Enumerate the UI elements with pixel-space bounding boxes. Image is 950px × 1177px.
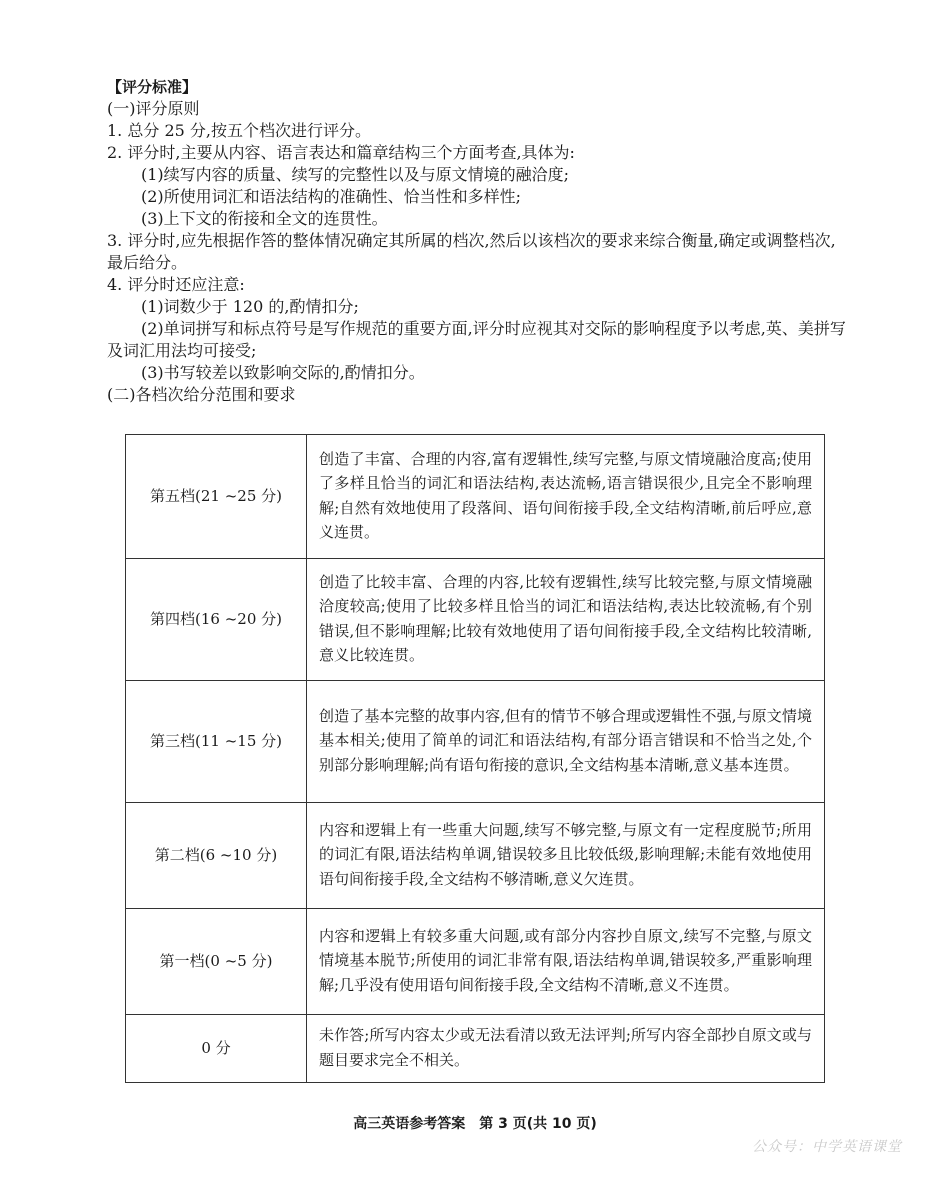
section1-title: (一)评分原则 <box>107 99 200 118</box>
table-row <box>126 681 825 803</box>
desc-cell: 创造了基本完整的故事内容,但有的情节不够合理或逻辑性不强,与原文情境基本相关;使用了简单的词汇和语法结构,有部分语言错误和不恰当之处,个别部分影响理解;尚有语句衔接的意识,全文结构基本清晰,意义基本连贯。 <box>307 681 825 803</box>
level-cell: 0 分 <box>126 1015 307 1083</box>
rule-4-sub-2: (2)单词拼写和标点符号是写作规范的重要方面,评分时应视其对交际的影响程度予以考虑,英、美拼写及词汇用法均可接受; <box>107 319 846 360</box>
table-row <box>126 909 825 1015</box>
desc-cell: 内容和逻辑上有一些重大问题,续写不够完整,与原文有一定程度脱节;所用的词汇有限,语法结构单调,错误较多且比较低级,影响理解;未能有效地使用语句间衔接手段,全文结构不够清晰,意义欠连贯。 <box>307 803 825 909</box>
desc-cell: 创造了比较丰富、合理的内容,比较有逻辑性,续写比较完整,与原文情境融洽度较高;使用了比较多样且恰当的词汇和语法结构,表达比较流畅,有个别错误,但不影响理解;比较有效地使用了语句间衔接手段,全文结构比较清晰,意义比较连贯。 <box>307 559 825 681</box>
desc-cell: 未作答;所写内容太少或无法看清以致无法评判;所写内容全部抄自原文或与题目要求完全不相关。 <box>307 1015 825 1083</box>
table-row <box>126 435 825 559</box>
rule-2-sub-3: (3)上下文的衔接和全文的连贯性。 <box>141 209 388 228</box>
page-content <box>107 76 847 406</box>
rule-1: 1. 总分 25 分,按五个档次进行评分。 <box>107 121 371 140</box>
desc-cell: 内容和逻辑上有较多重大问题,或有部分内容抄自原文,续写不完整,与原文情境基本脱节;所使用的词汇非常有限,语法结构单调,错误较多,严重影响理解;几乎没有使用语句间衔接手段,全文结构不清晰,意义不连贯。 <box>307 909 825 1015</box>
desc-cell: 创造了丰富、合理的内容,富有逻辑性,续写完整,与原文情境融洽度高;使用了多样且恰当的词汇和语法结构,表达流畅,语言错误很少,且完全不影响理解;自然有效地使用了段落间、语句间衔接手段,全文结构清晰,前后呼应,意义连贯。 <box>307 435 825 559</box>
level-cell: 第四档(16 ~20 分) <box>126 559 307 681</box>
watermark: 公众号：中学英语课堂 <box>752 1139 902 1155</box>
level-cell: 第一档(0 ~5 分) <box>126 909 307 1015</box>
page-footer: 高三英语参考答案 第 3 页(共 10 页) <box>353 1116 597 1132</box>
level-cell: 第三档(11 ~15 分) <box>126 681 307 803</box>
table-row <box>126 1015 825 1083</box>
section2-title: (二)各档次给分范围和要求 <box>107 385 296 404</box>
rule-2: 2. 评分时,主要从内容、语言表达和篇章结构三个方面考查,具体为: <box>107 143 575 162</box>
rule-4-sub-3: (3)书写较差以致影响交际的,酌情扣分。 <box>141 363 425 382</box>
rule-3: 3. 评分时,应先根据作答的整体情况确定其所属的档次,然后以该档次的要求来综合衡量,确定或调整档次,最后给分。 <box>107 231 836 272</box>
rule-4: 4. 评分时还应注意: <box>107 275 245 294</box>
grading-table <box>125 434 825 1083</box>
rule-2-sub-1: (1)续写内容的质量、续写的完整性以及与原文情境的融洽度; <box>141 165 570 184</box>
level-cell: 第五档(21 ~25 分) <box>126 435 307 559</box>
table-row <box>126 803 825 909</box>
rule-4-sub-1: (1)词数少于 120 的,酌情扣分; <box>141 297 359 316</box>
section-heading: 【评分标准】 <box>107 78 198 96</box>
rule-2-sub-2: (2)所使用词汇和语法结构的准确性、恰当性和多样性; <box>141 187 522 206</box>
level-cell: 第二档(6 ~10 分) <box>126 803 307 909</box>
table-row <box>126 559 825 681</box>
